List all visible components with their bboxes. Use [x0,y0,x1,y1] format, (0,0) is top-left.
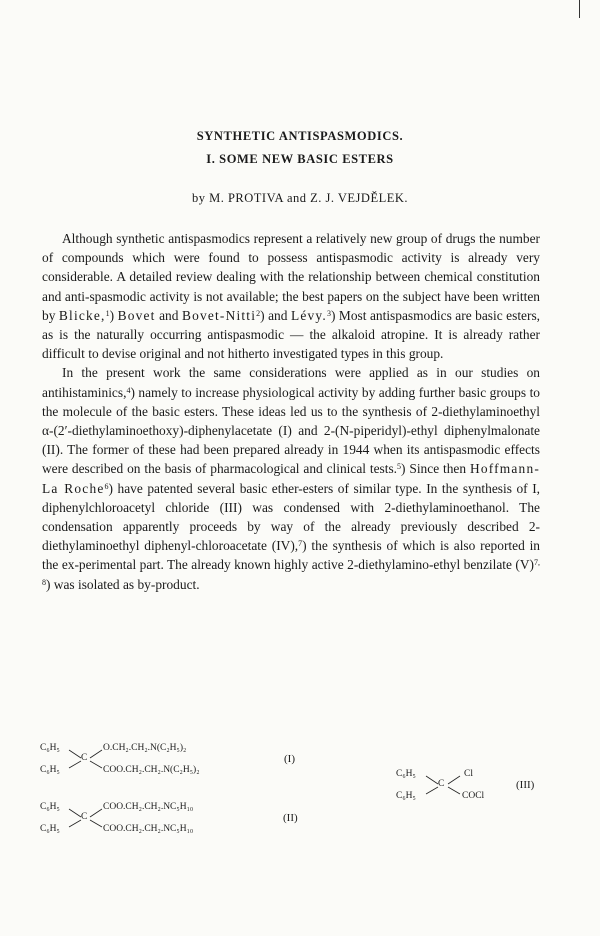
substituent: Cl [464,769,473,779]
author-name: Lévy. [290,307,327,323]
central-carbon: C [81,753,88,763]
formula-label: (I) [284,753,295,765]
author-name: Blicke, [58,307,106,323]
paragraph-1: Although synthetic antispasmodics represent a relatively new group of drugs the number of compounds which were found to possess antispasmodic activity is already very considerable. A detailed review dealing with the relationship between chemical constitution and anti-spasmodic activity is not available; the best papers on the subject have been written by Blicke,$^1$) Bovet and Bovet-Nitti$^2$) and Lévy.$^3$) Most antispasmodics are basic esters, as is the naturally occurring antispasmodic — the alkaloid atropine. It is already rather difficult to devise original and not hitherto investigated types in this group. [42,231,540,362]
reference-mark: 4 [126,385,131,395]
substituent: COO.CH₂.CH₂.N(C₂H₅)₂ [103,765,200,775]
author-name: Bovet-Nitti [181,307,257,323]
formula-label: (III) [516,779,535,791]
phenyl-group: C₆H₅ [396,769,416,779]
author-name: Hoffmann-La Roche [42,461,541,496]
phenyl-group: C₆H₅ [40,802,60,812]
formula-III [396,767,556,807]
central-carbon: C [438,779,445,789]
article-body [42,229,540,594]
substituent: COO.CH₂.CH₂.NC₅H₁₀ [103,802,194,812]
paragraph-2: In the present work the same considerations were applied as in our studies on antihistaminics,$^4$) namely to increase physiological activity by adding further basic groups to the molecule of the basic esters. These ideas led us to the synthesis of 2-diethylaminoethyl α-(2′-diethylaminoethoxy)-diphenylacetate (I) and 2-(N-piperidyl)-ethyl diphenylmalonate (II). The former of these had been prepared already in 1944 when its antispasmodic effects were described on the basis of pharmacological and clinical tests.$^5$) Since then Hoffmann-La Roche$^6$) have patented several basic ether-esters of similar type. In the synthesis of I, diphenylchloroacetyl chloride (III) was condensed with 2-diethylaminoethanol. The condensation apparently proceeds by way of the already previously described 2-diethylaminoethyl diphenyl-chloroacetate (IV),$^7$) the synthesis of which is also reported in the ex-perimental part. The already known highly active 2-diethylamino-ethyl benzilate $(V)^{7, 8}$) was isolated as by-product. [42,365,541,592]
substituent: COO.CH₂.CH₂.NC₅H₁₀ [103,824,194,834]
reference-mark: 6 [104,481,109,491]
reference-mark: 1 [105,308,110,318]
reference-mark: 7 [298,539,303,549]
phenyl-group: C₆H₅ [396,791,416,801]
byline: by M. PROTIVA and Z. J. VEJDĚLEK. [191,191,409,205]
reference-mark: 5 [397,462,402,472]
substituent: COCl [462,791,485,801]
author-name: Bovet [117,307,156,323]
reference-mark: 7, 8 [42,558,540,587]
paper-title: SYNTHETIC ANTISPASMODICS. [196,129,404,143]
phenyl-group: C₆H₅ [40,765,60,775]
formula-II [40,800,310,840]
reference-mark: 3 [326,308,331,318]
central-carbon: C [81,812,88,822]
formula-label: (II) [283,812,298,824]
scan-edge-mark [579,0,580,18]
paper-subtitle: I. SOME NEW BASIC ESTERS [206,152,394,166]
phenyl-group: C₆H₅ [40,743,60,753]
substituent: O.CH₂.CH₂.N(C₂H₅)₂ [103,743,187,753]
phenyl-group: C₆H₅ [40,824,60,834]
reference-mark: 2 [256,308,261,318]
formula-I [40,741,300,781]
